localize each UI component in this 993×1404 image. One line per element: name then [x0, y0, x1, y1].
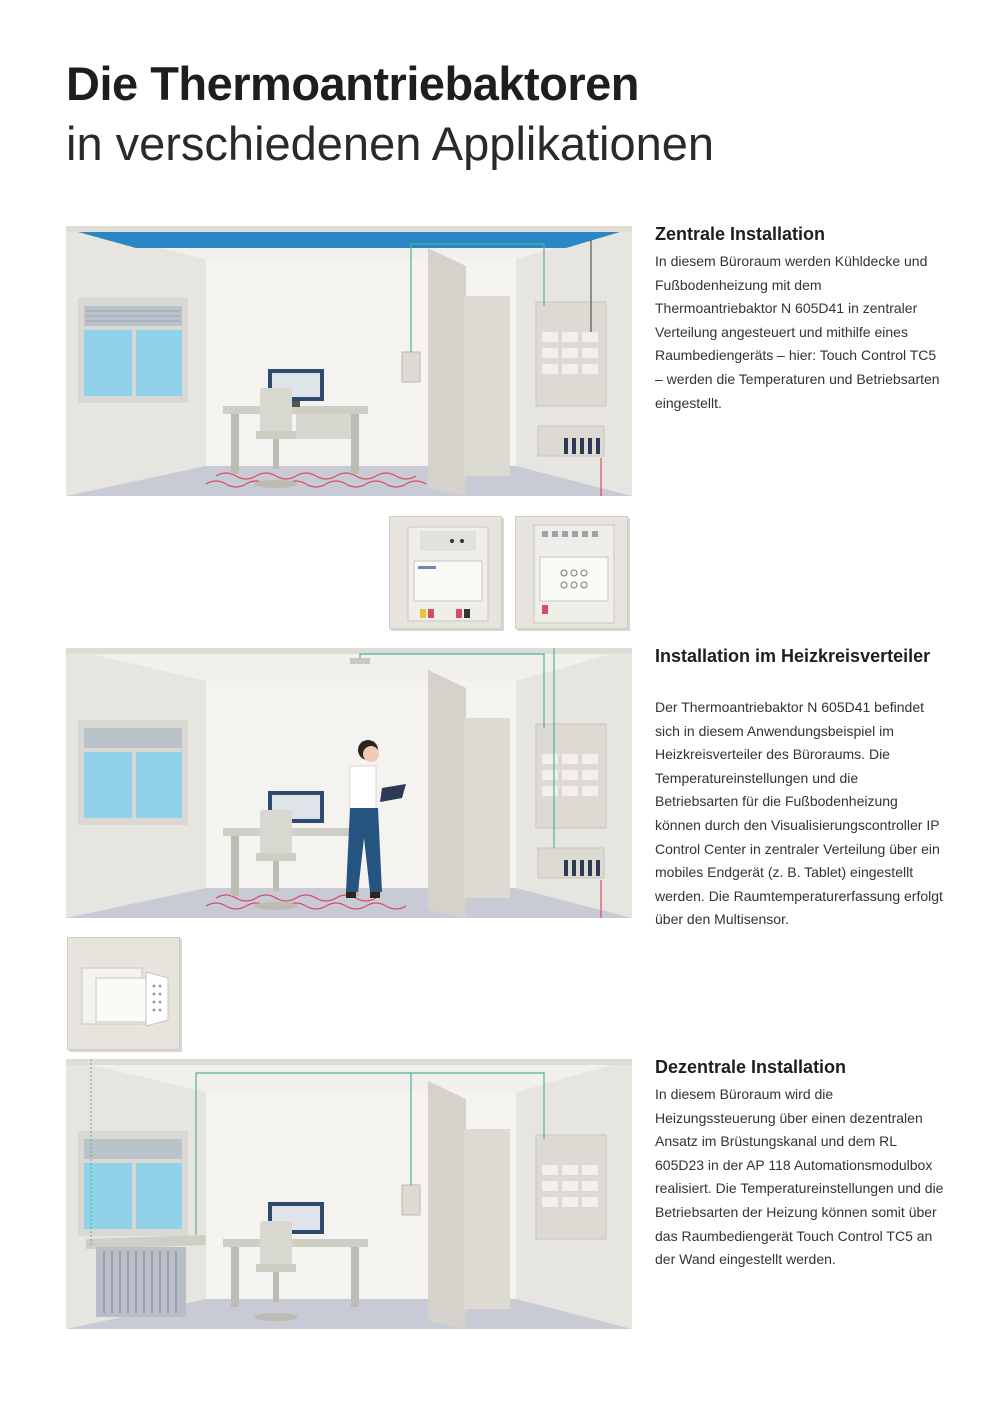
cooling-ceiling [78, 232, 620, 248]
scene-decentral-installation [66, 1059, 632, 1329]
page-subtitle: in verschiedenen Applikationen [66, 117, 715, 170]
section-text-decentral: In diesem Büroraum wird die Heizungssteuerung über einen dezentralen Ansatz im Brüstungskanal und dem RL 605D23 in der AP 118 Automationsmodulbox realisiert. Die Temperatureinstellungen und die Betriebsarten der Heizung können somit über das Raumbediengerät Touch Control TC5 an der Wand eingestellt werden. [655, 1086, 944, 1268]
page-title: Die Thermoantriebaktoren [66, 57, 640, 110]
ip-control-center-inset [515, 516, 628, 629]
section-text-distributor: Der Thermoantriebaktor N 605D41 befindet sich in diesem Anwendungsbeispiel im Heizkreisverteiler des Büroraums. Die Temperatureinstellungen und die Betriebsarten für die Fußbodenheizung können durch den Visualisierungscontroller IP Control Center in zentraler Verteilung über ein mobiles Endgerät (z. B. Tablet) eingestellt werden. Die Raumtemperaturerfassung erfolgt über den Multisensor. [655, 699, 943, 928]
section-heading-decentral: Dezentrale Installation [655, 1057, 847, 1077]
automation-module-box-inset [67, 937, 180, 1050]
actuator-device-inset [389, 516, 502, 629]
section-text-central: In diesem Büroraum werden Kühldecke und Fußbodenheizung mit dem Thermoantriebaktor N 605D41 in zentraler Verteilung angesteuert und mithilfe eines Raumbediengeräts – hier: Touch Control TC5 – werden die Temperaturen und Betriebsarten eingestellt. [655, 253, 940, 411]
section-heading-central: Zentrale Installation [655, 224, 826, 244]
section-heading-distributor: Installation im Heizkreisverteiler [655, 646, 931, 666]
scene-central-installation [66, 226, 632, 496]
scene-heating-circuit-distributor [66, 648, 632, 918]
